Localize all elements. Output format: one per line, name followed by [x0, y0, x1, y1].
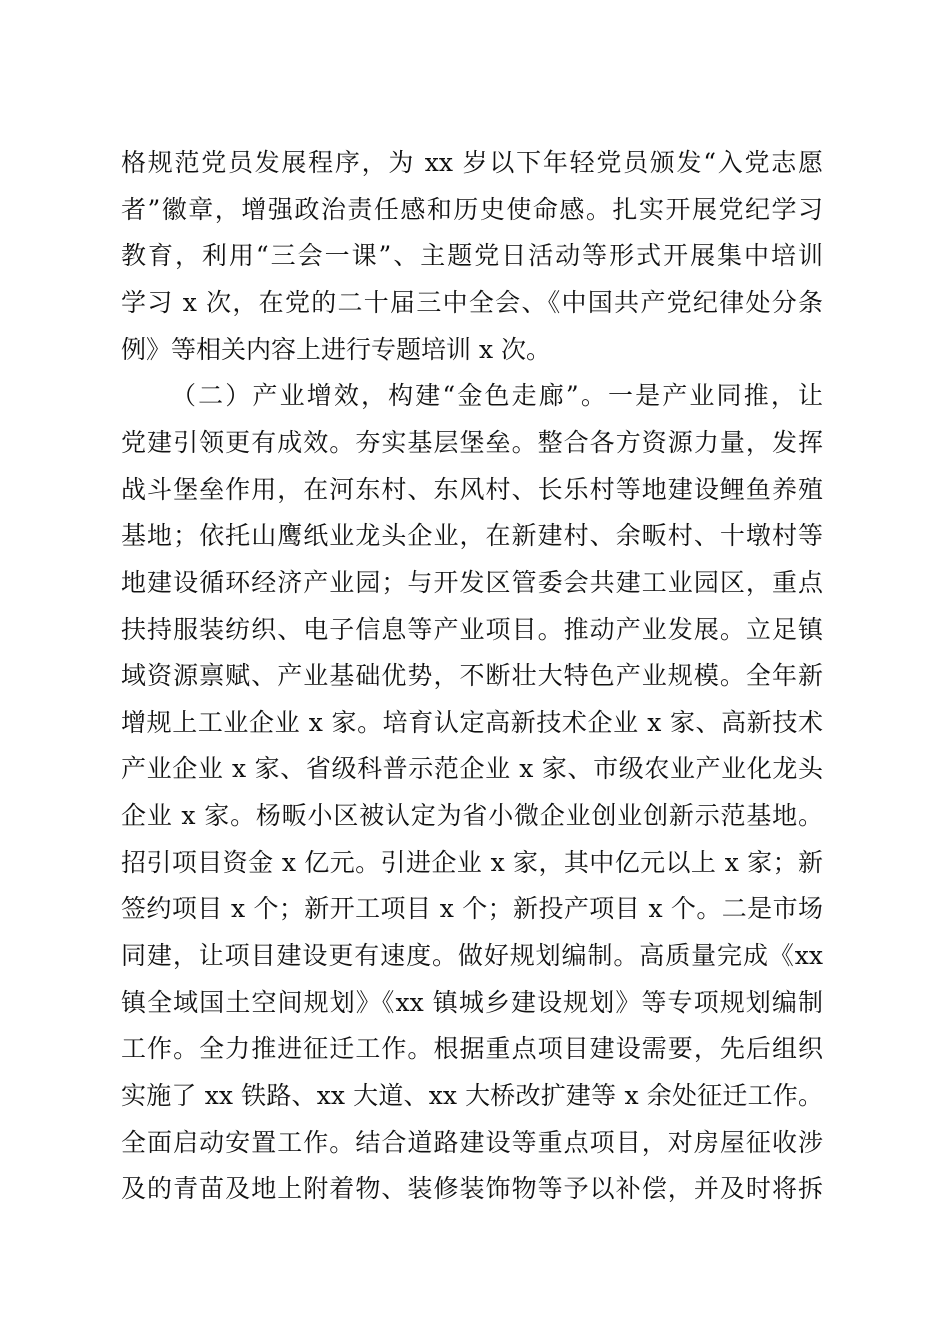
text-line: 工作。全力推进征迁工作。根据重点项目建设需要，先后组织 — [121, 1034, 823, 1064]
text-line: 镇全域国土空间规划》《xx 镇城乡建设规划》等专项规划编制 — [121, 987, 823, 1017]
text-line: 教育，利用“三会一课”、主题党日活动等形式开展集中培训 — [121, 241, 823, 271]
text-line: 基地；依托山鹰纸业龙头企业，在新建村、余畈村、十墩村等 — [121, 521, 823, 551]
text-line: 例》等相关内容上进行专题培训 x 次。 — [121, 334, 551, 364]
text-line: 同建，让项目建设更有速度。做好规划编制。高质量完成《xx — [121, 941, 823, 971]
text-line: 学习 x 次，在党的二十届三中全会、《中国共产党纪律处分条 — [121, 287, 823, 317]
text-line: （二）产业增效，构建“金色走廊”。一是产业同推，让 — [171, 381, 823, 411]
text-line: 实施了 xx 铁路、xx 大道、xx 大桥改扩建等 x 余处征迁工作。 — [121, 1081, 823, 1110]
text-line: 者”徽章，增强政治责任感和历史使命感。扎实开展党纪学习 — [121, 194, 823, 224]
text-line: 全面启动安置工作。结合道路建设等重点项目，对房屋征收涉 — [121, 1127, 823, 1157]
text-line: 战斗堡垒作用，在河东村、东风村、长乐村等地建设鲤鱼养殖 — [121, 474, 823, 504]
text-line: 及的青苗及地上附着物、装修装饰物等予以补偿，并及时将拆 — [121, 1174, 823, 1204]
text-line: 增规上工业企业 x 家。培育认定高新技术企业 x 家、高新技术 — [121, 707, 823, 737]
text-line: 格规范党员发展程序，为 xx 岁以下年轻党员颁发“入党志愿 — [121, 148, 823, 177]
text-line: 地建设循环经济产业园；与开发区管委会共建工业园区，重点 — [121, 567, 823, 597]
text-line: 党建引领更有成效。夯实基层堡垒。整合各方资源力量，发挥 — [121, 427, 823, 457]
text-line: 扶持服装纺织、电子信息等产业项目。推动产业发展。立足镇 — [121, 614, 823, 644]
text-line: 企业 x 家。杨畈小区被认定为省小微企业创业创新示范基地。 — [121, 801, 823, 831]
text-line: 域资源禀赋、产业基础优势，不断壮大特色产业规模。全年新 — [121, 661, 823, 691]
text-line: 招引项目资金 x 亿元。引进企业 x 家，其中亿元以上 x 家；新 — [121, 847, 823, 877]
text-line: 产业企业 x 家、省级科普示范企业 x 家、市级农业产业化龙头 — [121, 754, 823, 784]
text-line: 签约项目 x 个；新开工项目 x 个；新投产项目 x 个。二是市场 — [121, 894, 823, 924]
